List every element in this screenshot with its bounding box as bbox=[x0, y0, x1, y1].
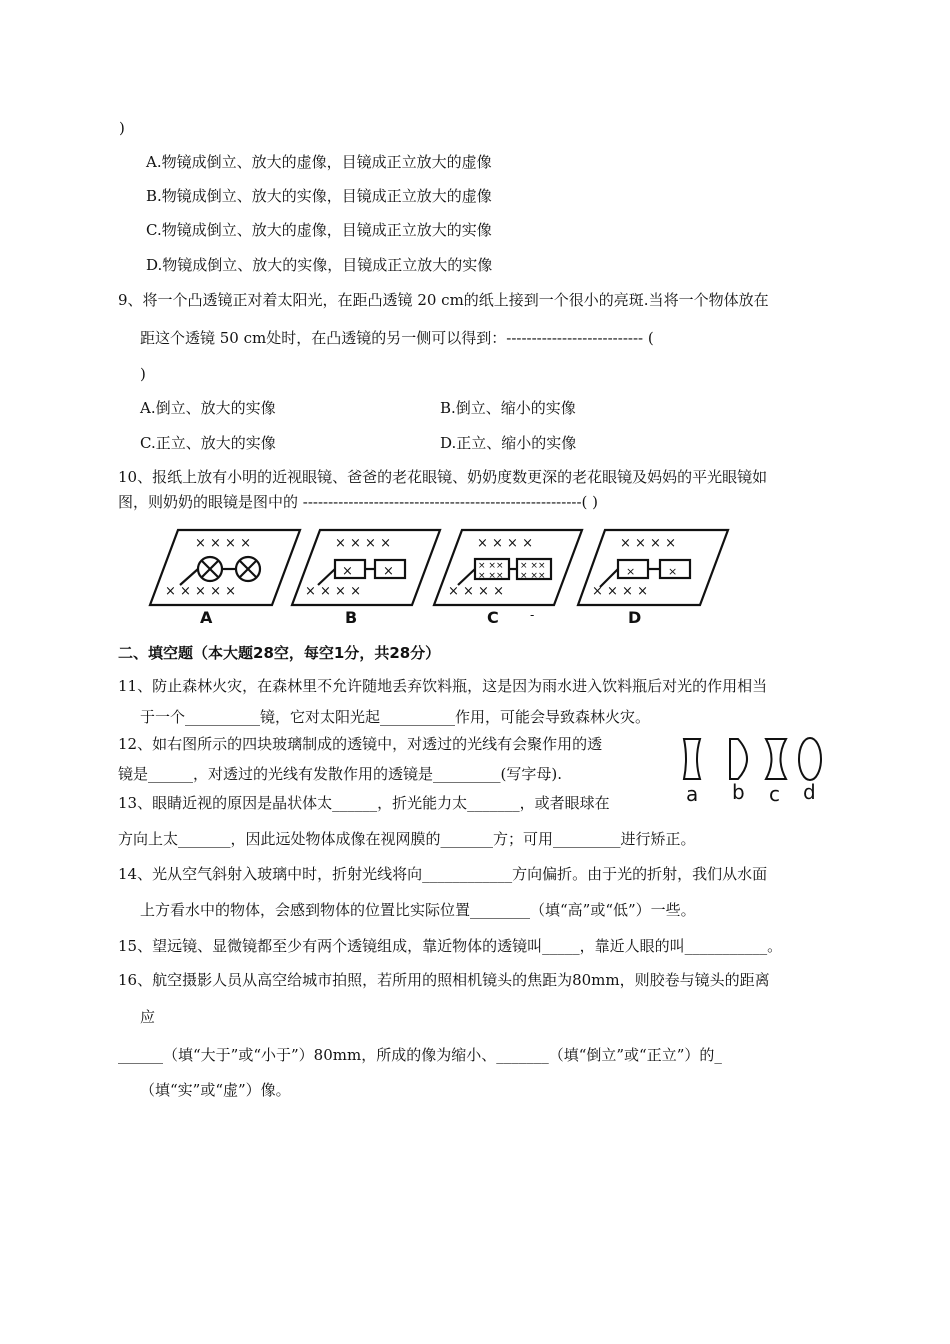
svg-text:× × × ×: × × × × bbox=[448, 584, 504, 599]
q9-line-1: 9、将一个凸透镜正对着太阳光，在距凸透镜 20 cm的纸上接到一个很小的亮斑.当将一个物体放在 bbox=[118, 291, 769, 309]
svg-text:× × × ×: × × × × bbox=[620, 536, 676, 551]
q14-line-2: 上方看水中的物体，会感到物体的位置比实际位置________（填“高”或“低”）一些。 bbox=[140, 901, 696, 919]
q9-line-2: 距这个透镜 50 cm处时，在凸透镜的另一侧可以得到：--------------------------- ( bbox=[140, 329, 654, 347]
svg-text:× ××: × ×× bbox=[520, 561, 546, 571]
q9-option-b: B.倒立、缩小的实像 bbox=[440, 399, 576, 417]
q15-line-1: 15、望远镜、显微镜都至少有两个透镜组成，靠近物体的透镜叫_____，靠近人眼的叫___________。 bbox=[118, 937, 783, 955]
svg-text:× × × ×: × × × × bbox=[195, 536, 251, 551]
lens-label-a: a bbox=[686, 782, 699, 805]
lens-label-b: b bbox=[732, 780, 745, 804]
svg-text:× × × ×: × × × × bbox=[477, 536, 533, 551]
svg-text:× ××: × ×× bbox=[478, 571, 504, 581]
q8-tail: ) bbox=[119, 119, 125, 137]
q13-line-2: 方向上太_______，因此远处物体成像在视网膜的_______方；可用_________进行矫正。 bbox=[118, 830, 696, 848]
q16-line-2: 应 bbox=[140, 1008, 156, 1026]
svg-text:×: × bbox=[626, 565, 636, 578]
q9-option-c: C.正立、放大的实像 bbox=[140, 434, 276, 452]
q10-line-1: 10、报纸上放有小明的近视眼镜、爸爸的老花眼镜、奶奶度数更深的老花眼镜及妈妈的平光眼镜如 bbox=[118, 468, 768, 486]
svg-text:× ××: × ×× bbox=[478, 561, 504, 571]
svg-text:×: × bbox=[342, 564, 353, 579]
q9-line-3: ) bbox=[140, 365, 146, 383]
svg-text:×: × bbox=[668, 565, 678, 578]
lens-label-d: d bbox=[803, 780, 816, 804]
lens-b bbox=[730, 739, 747, 779]
svg-text:× × × × ×: × × × × × bbox=[165, 584, 236, 599]
q13-line-1: 13、眼睛近视的原因是晶状体太______，折光能力太_______，或者眼球在 bbox=[118, 794, 610, 812]
q8-option-c: C.物镜成倒立、放大的虚像，目镜成正立放大的实像 bbox=[146, 221, 492, 239]
q10-glasses-figure bbox=[140, 525, 740, 627]
svg-text:× × × ×: × × × × bbox=[592, 584, 648, 599]
svg-text:× × × ×: × × × × bbox=[335, 536, 391, 551]
section-2-title: 二、填空题（本大题28空，每空1分，共28分） bbox=[118, 644, 441, 662]
svg-text:×: × bbox=[383, 564, 394, 579]
q12-lens-figure bbox=[676, 735, 836, 805]
lens-c bbox=[766, 739, 786, 779]
q10-line-2: 图，则奶奶的眼镜是图中的 -------------------------------------------------------( ) bbox=[118, 493, 599, 511]
figure-dash-mark: - bbox=[530, 608, 535, 622]
q9-option-a: A.倒立、放大的实像 bbox=[140, 399, 276, 417]
q11-line-1: 11、防止森林火灾，在森林里不允许随地丢弃饮料瓶，这是因为雨水进入饮料瓶后对光的作用相当 bbox=[118, 677, 768, 695]
lens-d bbox=[799, 738, 821, 780]
figure-label-d: D bbox=[628, 608, 642, 627]
q9-option-d: D.正立、缩小的实像 bbox=[440, 434, 577, 452]
svg-text:× ××: × ×× bbox=[520, 571, 546, 581]
lens-a bbox=[684, 739, 700, 779]
q14-line-1: 14、光从空气斜射入玻璃中时，折射光线将向____________方向偏折。由于光的折射，我们从水面 bbox=[118, 865, 768, 883]
q11-line-2: 于一个__________镜，它对太阳光起__________作用，可能会导致森林火灾。 bbox=[140, 708, 651, 726]
q12-line-1: 12、如右图所示的四块玻璃制成的透镜中，对透过的光线有会聚作用的透 bbox=[118, 735, 603, 753]
q12-line-2: 镜是______，对透过的光线有发散作用的透镜是_________(写字母). bbox=[118, 765, 562, 783]
q8-option-a: A.物镜成倒立、放大的虚像，目镜成正立放大的虚像 bbox=[146, 153, 492, 171]
lens-label-c: c bbox=[769, 782, 780, 805]
figure-label-c: C bbox=[487, 608, 499, 627]
figure-label-b: B bbox=[345, 608, 358, 627]
q8-option-d: D.物镜成倒立、放大的实像，目镜成正立放大的实像 bbox=[146, 256, 493, 274]
q8-option-b: B.物镜成倒立、放大的实像，目镜成正立放大的虚像 bbox=[146, 187, 492, 205]
q16-line-3: ______（填“大于”或“小于”）80mm，所成的像为缩小、_______（填“倒立”或“正立”）的_ bbox=[118, 1046, 722, 1064]
figure-label-a: A bbox=[200, 608, 213, 627]
q16-line-4: （填“实”或“虚”）像。 bbox=[140, 1081, 291, 1099]
svg-text:× × × ×: × × × × bbox=[305, 584, 361, 599]
q16-line-1: 16、航空摄影人员从高空给城市拍照，若所用的照相机镜头的焦距为80mm，则胶卷与镜头的距离 bbox=[118, 971, 770, 989]
